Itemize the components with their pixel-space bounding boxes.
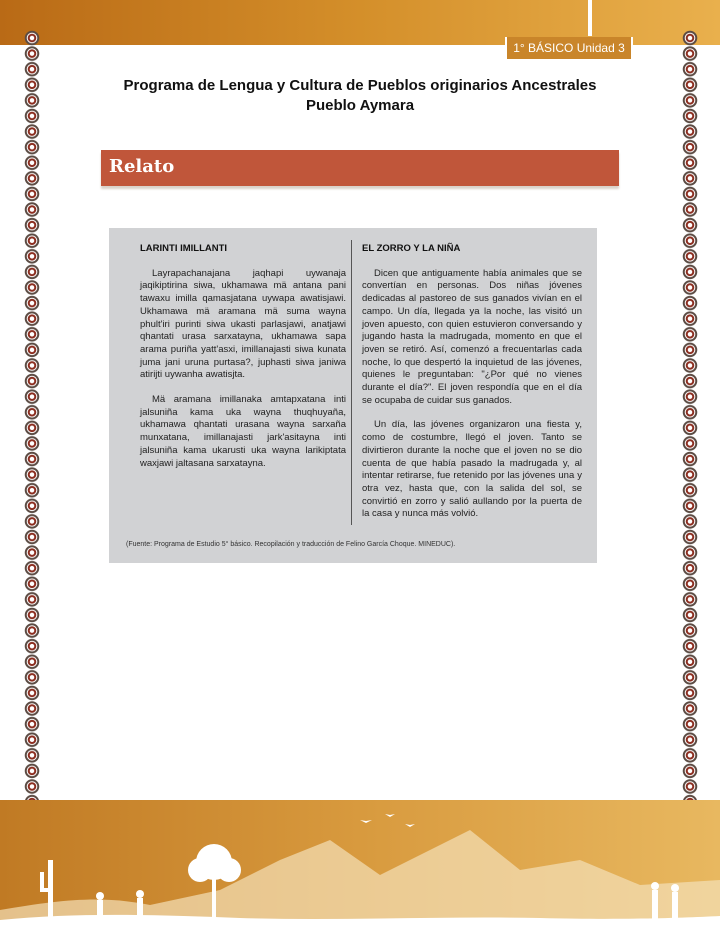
document-header bbox=[0, 76, 720, 116]
spanish-story bbox=[362, 243, 582, 521]
section-bar bbox=[101, 150, 619, 186]
program-title: Programa de Lengua y Cultura de Pueblos originarios Ancestrales bbox=[123, 77, 597, 94]
spanish-story-title: EL ZORRO Y LA NIÑA bbox=[362, 243, 461, 254]
aymara-story bbox=[140, 243, 346, 470]
aymara-story-title: LARINTI IMILLANTI bbox=[140, 243, 228, 254]
section-title: Relato bbox=[109, 156, 175, 177]
right-ornamental-border bbox=[682, 30, 698, 850]
spanish-paragraph: Un día, las jóvenes organizaron una fiesta y, como de costumbre, llegó el joven. Tanto se divirtieron durante la noche que el joven no se dio cuenta de que había pasado la madrugada y, al intentar retirarse, fue retenido por las jóvenes una y otra vez, hasta que, con la salida del sol, se convirtió en zorro y salió aullando por la puerta de la casa y nunca más volvió. bbox=[362, 419, 582, 520]
left-ornamental-border bbox=[24, 30, 40, 850]
people-subtitle: Pueblo Aymara bbox=[305, 97, 415, 114]
aymara-paragraph: Layrapachanajana jaqhapi uywanaja jaqikiptirina siwa, ukhamawa mä antana pani tawaxu imilla qamasjatana uywapa awatisjawi. Ukhamawa mä aramana mä suma wayna phult'iri purinti siwa ukasti parlasjawi, anatjawi qhantati urasa sarxatayna, ukhamawa sapa arama puriña yatt'asxi, imillanajasti siwa kunata juma jani uruna purtasa?, juphasti siwa janiwa atirijti uywanha awatisjta. bbox=[140, 267, 346, 381]
aymara-paragraph: Mä aramana imillanaka amtapxatana inti jalsuniña kama uka wayna thuqhuyaña, ukhamawa qhantati urasana wayna sarxaña munxatana, imillanajasti jark'asitayna inti jalsuniña kama ukarusti uka wayna larikiptata waxjawi jaltasana sarxatayna. bbox=[140, 394, 346, 469]
spanish-paragraph: Dicen que antiguamente había animales que se convertían en personas. Dos niñas jóvenes dedicadas al pastoreo de sus ganados vivían en el campo. Un día, llegada ya la noche, las visitó un joven apuesto, con quien estuvieron conversando y jugando hasta la madrugada, momento en que el joven se retiró. Así, comenzó a frecuentarlas cada noche, lo que despertó la inquietud de las jóvenes, quienes le preguntaban: "¿Por qué no vienes durante el día?". El joven respondía que en el día se ocupaba de cuidar sus ganados. bbox=[362, 267, 582, 406]
source-citation: (Fuente: Programa de Estudio 5° básico. Recopilación y traducción de Felino García Choque. MINEDUC). bbox=[126, 541, 456, 548]
band-notch bbox=[588, 0, 592, 36]
footer-landscape-illustration bbox=[0, 800, 720, 932]
column-divider bbox=[351, 240, 352, 525]
unit-badge: 1° BÁSICO Unidad 3 bbox=[505, 37, 633, 61]
